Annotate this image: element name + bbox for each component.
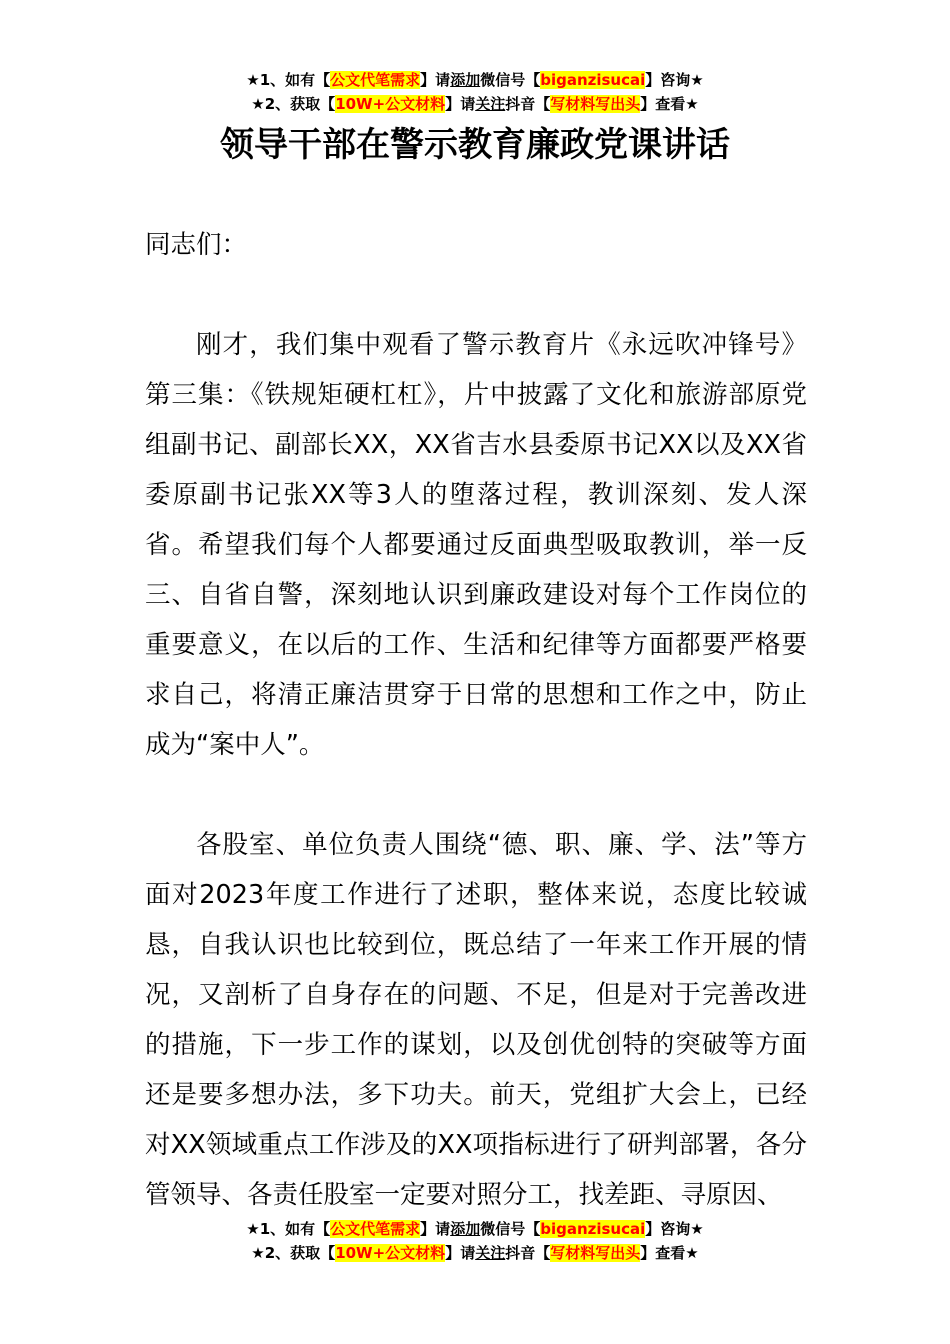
promo-highlight: 10W+公文材料 xyxy=(335,95,446,113)
promo-text: 】查看★ xyxy=(640,95,699,113)
promo-line-1 xyxy=(0,1217,950,1241)
promo-text: ★1、如有【 xyxy=(246,1220,331,1238)
document-body xyxy=(145,220,807,1220)
promo-text: 】请 xyxy=(445,95,476,113)
promo-text: 抖音【 xyxy=(505,95,551,113)
paragraph: 刚才，我们集中观看了警示教育片《永远吹冲锋号》第三集：《铁规矩硬杠杠》，片中披露了文化和旅游部原党组副书记、副部长XX，XX省吉水县委原书记XX以及XX省委原副书记张XX等3人的堕落过程，教训深刻、发人深省。希望我们每个人都要通过反面典型吸取教训，举一反三、自省自警，深刻地认识到廉政建设对每个工作岗位的重要意义，在以后的工作、生活和纪律等方面都要严格要求自己，将清正廉洁贯穿于日常的思想和工作之中，防止成为“案中人”。 xyxy=(145,330,807,760)
promo-text: 】请 xyxy=(420,71,451,89)
promo-text: ★2、获取【 xyxy=(251,95,336,113)
promo-underlined-text: 关注 xyxy=(475,95,506,113)
promo-highlight: 10W+公文材料 xyxy=(335,1244,446,1262)
promo-underlined-text: 添加 xyxy=(450,1220,481,1238)
promo-text: 微信号【 xyxy=(480,1220,541,1238)
paragraph: 各股室、单位负责人围绕“德、职、廉、学、法”等方面对2023年度工作进行了述职，整体来说，态度比较诚恳，自我认识也比较到位，既总结了一年来工作开展的情况，又剖析了自身存在的问题、不足，但是对于完善改进的措施，下一步工作的谋划，以及创优创特的突破等方面还是要多想办法，多下功夫。前天，党组扩大会上，已经对XX领域重点工作涉及的XX项指标进行了研判部署，各分管领导、各责任股室一定要对照分工，找差距、寻原因、 xyxy=(145,830,807,1210)
promo-underlined-text: 关注 xyxy=(475,1244,506,1262)
promo-text: ★2、获取【 xyxy=(251,1244,336,1262)
promo-text: ★1、如有【 xyxy=(246,71,331,89)
promo-line-2 xyxy=(0,1241,950,1265)
promo-line-2 xyxy=(0,92,950,116)
promo-underlined-text: 添加 xyxy=(450,71,481,89)
promo-line-1 xyxy=(0,68,950,92)
promo-text: 抖音【 xyxy=(505,1244,551,1262)
promo-text: 】查看★ xyxy=(640,1244,699,1262)
wechat-id-highlight: biganzisucai xyxy=(540,1220,646,1238)
douyin-id-highlight: 写材料写出头 xyxy=(550,1244,641,1262)
promo-highlight: 公文代笔需求 xyxy=(330,71,421,89)
header-promo-banner xyxy=(0,68,950,116)
wechat-id-highlight: biganzisucai xyxy=(540,71,646,89)
promo-text: 】咨询★ xyxy=(645,71,704,89)
promo-text: 】请 xyxy=(445,1244,476,1262)
douyin-id-highlight: 写材料写出头 xyxy=(550,95,641,113)
document-title: 领导干部在警示教育廉政党课讲话 xyxy=(220,125,730,165)
promo-text: 】请 xyxy=(420,1220,451,1238)
footer-promo-banner xyxy=(0,1217,950,1265)
promo-text: 微信号【 xyxy=(480,71,541,89)
promo-highlight: 公文代笔需求 xyxy=(330,1220,421,1238)
greeting: 同志们： xyxy=(145,230,248,260)
promo-text: 】咨询★ xyxy=(645,1220,704,1238)
